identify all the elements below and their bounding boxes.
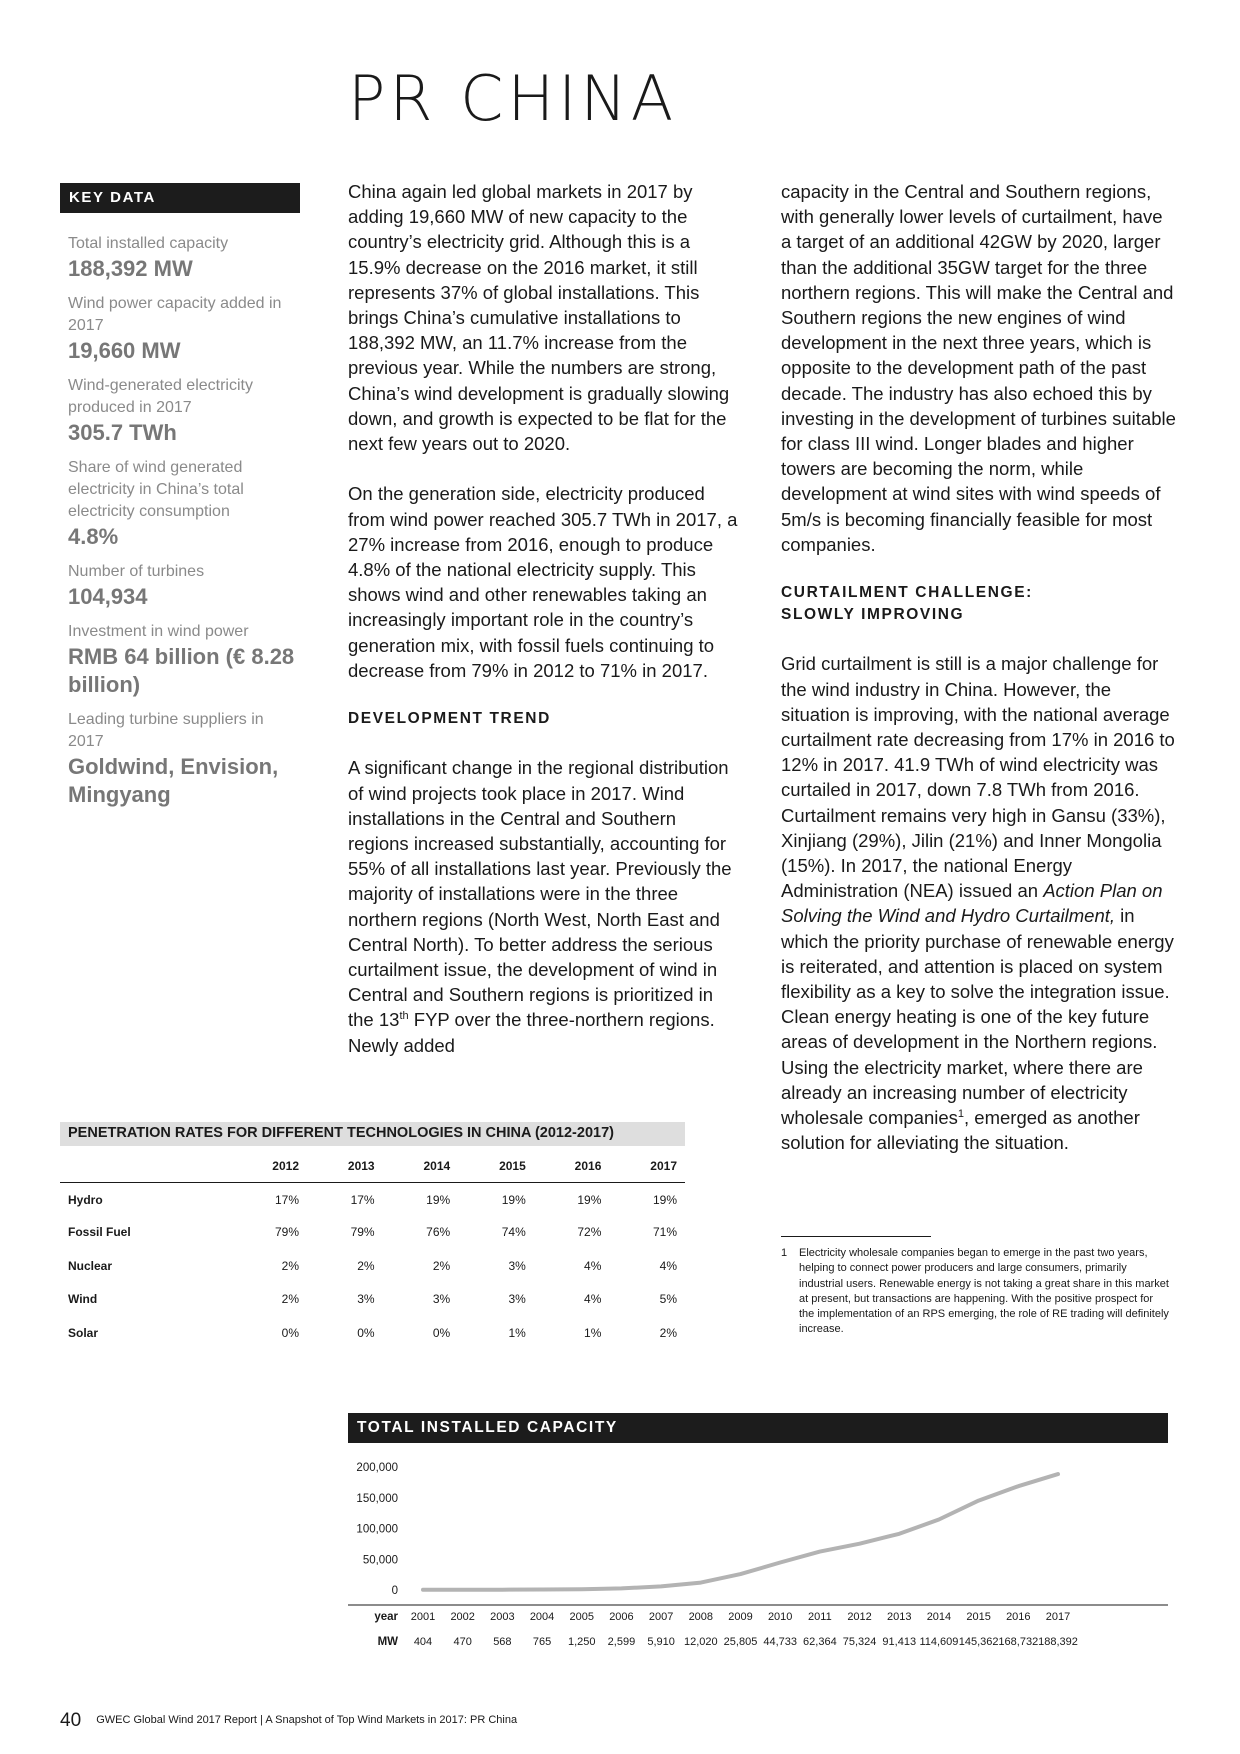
section-heading-line: SLOWLY IMPROVING bbox=[781, 606, 965, 624]
x-tick-label: 2007 bbox=[648, 1611, 674, 1623]
data-label: 765 bbox=[532, 1636, 552, 1648]
capacity-line-chart bbox=[348, 1455, 1168, 1655]
key-data-label: Share of wind generated electricity in China’s total electricity consumption bbox=[68, 459, 244, 520]
table-cell: 79% bbox=[350, 1225, 375, 1240]
page-number: 40 bbox=[60, 1710, 82, 1731]
footnote-number: 1 bbox=[781, 1247, 788, 1259]
x-tick-label: 2004 bbox=[529, 1611, 555, 1623]
y-tick-label: 200,000 bbox=[356, 1462, 398, 1474]
table-cell: 3% bbox=[508, 1292, 526, 1307]
table-cell: 19% bbox=[426, 1193, 451, 1207]
table-cell: 2% bbox=[281, 1258, 299, 1273]
key-data-value: 4.8% bbox=[68, 524, 119, 549]
data-label: 1,250 bbox=[567, 1636, 596, 1648]
x-tick-label: 2015 bbox=[966, 1611, 991, 1623]
penetration-table bbox=[60, 1150, 685, 1350]
body-text: FYP over the three-northern regions. Newly added bbox=[348, 1009, 715, 1056]
body-text: Grid curtailment is still is a major challenge for the wind industry in China. However, the situation is improving, with the national average curtailment rate decreasing from 17% in 2016 to 12% in 2017. 41.9 TWh of wind electricity was curtailed in 2017, down 7.8 TWh from 2016. Curtailment remains very high in Gansu (33%), Xinjiang (29%), Jilin (21%) and Inner Mongolia (15%). In 2017, the national Energy Administration (NEA) issued an bbox=[781, 653, 1175, 902]
data-label: 25,805 bbox=[723, 1636, 758, 1648]
body-text: A significant change in the regional distribution of wind projects took place in 2017. Wind installations in the Central and Southern regions increased substantially, accounting for 55% of all installations last year. Previously the majority of installations were in the three northern regions (North West, North East and Central North). To better address the serious curtailment issue, the development of wind in Central and Southern regions is prioritized in the 13 bbox=[348, 757, 732, 1031]
ordinal-suffix: th bbox=[399, 1010, 409, 1023]
x-tick-label: 2016 bbox=[1006, 1611, 1031, 1623]
body-text: in which the priority purchase of renewable energy is reiterated, and attention is placed on system flexibility as a key to solve the integration issue. Clean energy heating is one of the key future areas of development in the Northern regions. Using the electricity market, where there are already an increasing number of electricity wholesale companies bbox=[781, 905, 1174, 1129]
key-data-value: 19,660 MW bbox=[68, 338, 181, 363]
row-label: Wind bbox=[68, 1292, 98, 1307]
row-label: Nuclear bbox=[68, 1258, 113, 1273]
table-cell: 19% bbox=[577, 1193, 602, 1207]
table-cell: 0% bbox=[357, 1325, 375, 1340]
data-label: 12,020 bbox=[683, 1636, 718, 1648]
table-cell: 1% bbox=[508, 1325, 526, 1340]
key-data-label: Wind power capacity added in 2017 bbox=[68, 295, 282, 334]
table-cell: 17% bbox=[350, 1193, 375, 1207]
y-tick-label: 50,000 bbox=[362, 1554, 398, 1567]
table-row bbox=[60, 1216, 685, 1250]
table-cell: 76% bbox=[426, 1225, 451, 1240]
document-title: Action Plan on Solving the Wind and Hydro Curtailment, bbox=[781, 880, 1163, 927]
table-row bbox=[60, 1283, 685, 1317]
y-tick-label: 0 bbox=[391, 1585, 398, 1597]
body-paragraph bbox=[348, 755, 738, 1057]
data-label: 91,413 bbox=[882, 1636, 917, 1648]
key-data-value: RMB 64 billion (€ 8.28 billion) bbox=[68, 644, 295, 697]
key-data-value: 305.7 TWh bbox=[68, 420, 177, 445]
table-cell: 3% bbox=[432, 1292, 451, 1307]
table-cell: 19% bbox=[652, 1193, 677, 1207]
series-line bbox=[423, 1474, 1058, 1590]
table-header-row bbox=[60, 1150, 685, 1182]
x-tick-label: 2012 bbox=[847, 1611, 872, 1623]
data-label: 145,362 bbox=[958, 1636, 999, 1648]
table-cell: 1% bbox=[584, 1325, 602, 1340]
table-cell: 3% bbox=[508, 1258, 526, 1273]
table-cell: 19% bbox=[501, 1193, 526, 1207]
x-tick-label: 2017 bbox=[1045, 1611, 1071, 1623]
key-data-item bbox=[68, 709, 298, 809]
key-data-item bbox=[68, 375, 298, 447]
footnote-text: Electricity wholesale companies began to emerge in the past two years, helping to connect power producers and large consumers, primarily industrial users. Renewable energy is not taking a great share in this market at present, but transactions are happening. With the positive prospect for the implementation of an RPS emerging, the role of RE trading will definitely increase. bbox=[799, 1247, 1169, 1336]
table-cell: 17% bbox=[274, 1193, 299, 1207]
year-header: 2014 bbox=[383, 1150, 459, 1182]
data-label: 168,732 bbox=[998, 1636, 1039, 1648]
key-data-value: 188,392 MW bbox=[68, 256, 193, 281]
table-cell: 0% bbox=[432, 1325, 451, 1340]
table-cell: 2% bbox=[281, 1292, 299, 1307]
table-cell: 4% bbox=[659, 1258, 677, 1273]
key-data-item bbox=[68, 233, 298, 283]
data-label: 2,599 bbox=[607, 1636, 636, 1648]
body-column-2 bbox=[781, 179, 1177, 1155]
section-heading: DEVELOPMENT TREND bbox=[348, 710, 551, 728]
table-cell: 74% bbox=[501, 1225, 526, 1240]
key-data-value: Goldwind, Envision, Mingyang bbox=[68, 754, 279, 807]
body-paragraph: capacity in the Central and Southern regions, with generally lower levels of curtailment, have a target of an additional 42GW by 2020, larger than the additional 35GW target for the three northern regions. This will make the Central and Southern regions the new engines of wind development in the next three years, which is opposite to the development path of the past decade. The industry has also echoed this by investing in the development of turbines suitable for class III wind. Longer blades and higher towers are becoming the norm, while development at wind sites with wind speeds of 5m/s is becoming financially feasible for most companies. bbox=[781, 181, 1176, 555]
x-axis-label: year bbox=[374, 1611, 398, 1623]
data-label: 75,324 bbox=[842, 1636, 877, 1648]
table-cell: 3% bbox=[357, 1292, 375, 1307]
year-header: 2017 bbox=[609, 1150, 685, 1182]
row-label: Hydro bbox=[68, 1193, 103, 1207]
x-tick-label: 2011 bbox=[808, 1611, 832, 1623]
data-label: 470 bbox=[453, 1636, 472, 1648]
table-cell: 2% bbox=[357, 1258, 375, 1273]
key-data-item bbox=[68, 457, 298, 551]
year-header: 2015 bbox=[458, 1150, 534, 1182]
x-tick-label: 2005 bbox=[569, 1611, 594, 1623]
year-header: 2012 bbox=[231, 1150, 307, 1182]
footnote-divider bbox=[781, 1236, 931, 1237]
footer-text: GWEC Global Wind 2017 Report | A Snapshot of Top Wind Markets in 2017: PR China bbox=[96, 1714, 518, 1726]
key-data-heading: KEY DATA bbox=[60, 183, 300, 213]
table-cell: 4% bbox=[584, 1292, 602, 1307]
table-row bbox=[60, 1182, 685, 1216]
data-label: 188,392 bbox=[1038, 1636, 1078, 1648]
body-paragraph bbox=[781, 651, 1177, 1155]
year-header: 2016 bbox=[534, 1150, 610, 1182]
data-label: 114,609 bbox=[919, 1636, 959, 1648]
key-data-panel bbox=[68, 233, 298, 819]
body-paragraph: On the generation side, electricity produced from wind power reached 305.7 TWh in 2017, a 27% increase from 2016, enough to produce 4.8% of the national electricity supply. This shows wind and other renewables taking an increasingly important role in the country’s generation mix, with fossil fuels continuing to decrease from 79% in 2012 to 71% in 2017. bbox=[348, 483, 738, 681]
body-text: , emerged as another solution for alleviating the situation. bbox=[781, 1107, 1140, 1154]
row-label: Fossil Fuel bbox=[68, 1225, 131, 1240]
x-tick-label: 2002 bbox=[450, 1611, 475, 1623]
x-tick-label: 2013 bbox=[887, 1611, 912, 1623]
capacity-chart-title: TOTAL INSTALLED CAPACITY bbox=[348, 1413, 1168, 1443]
table-cell: 79% bbox=[274, 1225, 299, 1240]
body-column-1 bbox=[348, 179, 738, 1058]
key-data-label: Total installed capacity bbox=[68, 235, 229, 252]
section-heading bbox=[781, 582, 1177, 626]
table-cell: 4% bbox=[584, 1258, 602, 1273]
data-label: 5,910 bbox=[647, 1636, 675, 1648]
key-data-item bbox=[68, 561, 298, 611]
x-tick-label: 2003 bbox=[490, 1611, 515, 1623]
x-tick-label: 2006 bbox=[609, 1611, 634, 1623]
key-data-item bbox=[68, 293, 298, 365]
x-tick-label: 2001 bbox=[410, 1611, 436, 1623]
x-tick-label: 2009 bbox=[728, 1611, 753, 1623]
table-cell: 72% bbox=[577, 1225, 602, 1240]
table-cell: 2% bbox=[432, 1258, 451, 1273]
table-corner-cell bbox=[60, 1150, 231, 1182]
data-label: 568 bbox=[493, 1636, 512, 1648]
page-footer bbox=[60, 1710, 517, 1732]
value-row-label: MW bbox=[377, 1636, 398, 1648]
x-tick-label: 2008 bbox=[688, 1611, 714, 1623]
table-row bbox=[60, 1316, 685, 1350]
key-data-item bbox=[68, 621, 298, 699]
key-data-label: Wind-generated electricity produced in 2017 bbox=[68, 377, 253, 416]
data-label: 44,733 bbox=[763, 1636, 798, 1648]
penetration-table-title: PENETRATION RATES FOR DIFFERENT TECHNOLOGIES IN CHINA (2012-2017) bbox=[60, 1122, 685, 1146]
x-tick-label: 2010 bbox=[767, 1611, 793, 1623]
key-data-label: Leading turbine suppliers in 2017 bbox=[68, 711, 264, 750]
data-label: 404 bbox=[413, 1636, 433, 1648]
table-cell: 2% bbox=[659, 1325, 677, 1340]
key-data-label: Investment in wind power bbox=[68, 623, 249, 640]
footnote-marker: 1 bbox=[957, 1107, 965, 1120]
table-cell: 5% bbox=[659, 1292, 677, 1307]
table-row bbox=[60, 1249, 685, 1283]
row-label: Solar bbox=[68, 1325, 99, 1340]
year-header: 2013 bbox=[307, 1150, 383, 1182]
y-tick-label: 100,000 bbox=[356, 1523, 398, 1536]
data-label: 62,364 bbox=[803, 1636, 837, 1648]
body-paragraph: China again led global markets in 2017 by adding 19,660 MW of new capacity to the country’s electricity grid. Although this is a 15.9% decrease on the 2016 market, it still represents 37% of global installations. This brings China’s cumulative installations to 188,392 MW, an 11.7% increase from the previous year. While the numbers are strong, China’s wind development is gradually slowing down, and growth is expected to be flat for the next few years out to 2020. bbox=[348, 181, 730, 455]
table-cell: 0% bbox=[281, 1325, 299, 1340]
y-tick-label: 150,000 bbox=[356, 1492, 398, 1505]
key-data-value: 104,934 bbox=[68, 584, 148, 609]
x-tick-label: 2014 bbox=[926, 1611, 952, 1623]
section-heading-line: CURTAILMENT CHALLENGE: bbox=[781, 584, 1033, 602]
page-title: PR CHINA bbox=[348, 62, 678, 135]
footnote bbox=[781, 1246, 1171, 1338]
key-data-label: Number of turbines bbox=[68, 563, 205, 580]
table-cell: 71% bbox=[652, 1225, 677, 1240]
